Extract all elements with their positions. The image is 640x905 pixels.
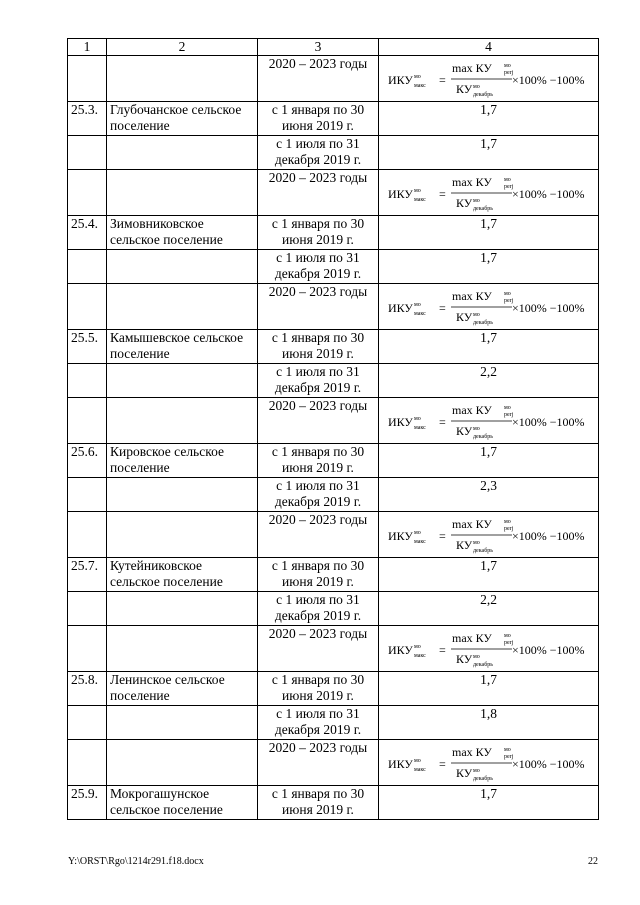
- formula-num-sup: мо: [504, 63, 511, 69]
- period-cell: 2020 – 2023 годы: [258, 56, 379, 102]
- settlement-name: Кутейниковское сельское поселение: [107, 558, 258, 592]
- settlement-name: [107, 626, 258, 672]
- row-number: 25.4.: [68, 216, 107, 250]
- period-cell: с 1 июля по 31 декабря 2019 г.: [258, 478, 379, 512]
- row-number: [68, 56, 107, 102]
- period-cell: с 1 января по 30 июня 2019 г.: [258, 558, 379, 592]
- formula-cell: [379, 512, 599, 558]
- formula-den-sup: мо: [473, 540, 480, 546]
- formula-den-sup: мо: [473, 768, 480, 774]
- row-number: [68, 136, 107, 170]
- formula-den-sup: мо: [473, 312, 480, 318]
- settlement-name: Мокрогашунское сельское поселение: [107, 786, 258, 820]
- formula-denominator: КУ: [456, 538, 473, 552]
- value-cell: 2,3: [379, 478, 599, 512]
- row-number: 25.6.: [68, 444, 107, 478]
- iku-formula: [386, 630, 596, 668]
- formula-tail: ×100% −100%: [512, 643, 585, 657]
- formula-wrap: [382, 284, 595, 329]
- value-cell: 1,8: [379, 706, 599, 740]
- formula-wrap: [382, 56, 595, 101]
- period-cell: с 1 января по 30 июня 2019 г.: [258, 216, 379, 250]
- settlement-name: Ленинское сельское поселение: [107, 672, 258, 706]
- formula-den-sub: декабрь: [473, 662, 493, 668]
- formula-numerator: max КУ: [452, 631, 492, 645]
- header-col-2: 2: [107, 39, 258, 56]
- formula-lhs-sub: макс: [414, 539, 426, 545]
- table-row: [68, 592, 599, 626]
- period-cell: с 1 июля по 31 декабря 2019 г.: [258, 706, 379, 740]
- formula-num-sub: реrj: [504, 754, 514, 760]
- period-cell: с 1 июля по 31 декабря 2019 г.: [258, 364, 379, 398]
- formula-lhs-sup: мо: [414, 416, 421, 422]
- formula-tail: ×100% −100%: [512, 73, 585, 87]
- formula-den-sup: мо: [473, 654, 480, 660]
- value-cell: 1,7: [379, 672, 599, 706]
- table-row: [68, 102, 599, 136]
- table-row: [68, 626, 599, 672]
- formula-lhs-sup: мо: [414, 530, 421, 536]
- value-cell: 1,7: [379, 216, 599, 250]
- value-cell: 1,7: [379, 102, 599, 136]
- period-cell: с 1 января по 30 июня 2019 г.: [258, 330, 379, 364]
- formula-denominator: КУ: [456, 652, 473, 666]
- formula-lhs-sup: мо: [414, 74, 421, 80]
- formula-lhs: ИКУ: [388, 529, 413, 543]
- iku-formula: [386, 60, 596, 98]
- formula-lhs-sub: макс: [414, 653, 426, 659]
- table-row: [68, 330, 599, 364]
- formula-num-sup: мо: [504, 633, 511, 639]
- formula-num-sub: реrj: [504, 640, 514, 646]
- formula-num-sub: реrj: [504, 184, 514, 190]
- row-number: [68, 512, 107, 558]
- value-cell: 1,7: [379, 330, 599, 364]
- formula-numerator: max КУ: [452, 289, 492, 303]
- formula-tail: ×100% −100%: [512, 187, 585, 201]
- value-cell: 1,7: [379, 250, 599, 284]
- formula-num-sub: реrj: [504, 526, 514, 532]
- period-cell: 2020 – 2023 годы: [258, 170, 379, 216]
- iku-formula: [386, 516, 596, 554]
- formula-denominator: КУ: [456, 766, 473, 780]
- formula-den-sup: мо: [473, 84, 480, 90]
- period-cell: 2020 – 2023 годы: [258, 626, 379, 672]
- formula-numerator: max КУ: [452, 61, 492, 75]
- formula-denominator: КУ: [456, 196, 473, 210]
- table-row: [68, 250, 599, 284]
- table-row: [68, 740, 599, 786]
- settlement-name: Зимовниковское сельское поселение: [107, 216, 258, 250]
- table-row: [68, 512, 599, 558]
- value-cell: 1,7: [379, 786, 599, 820]
- formula-numerator: max КУ: [452, 175, 492, 189]
- period-cell: 2020 – 2023 годы: [258, 284, 379, 330]
- formula-wrap: [382, 512, 595, 557]
- formula-den-sub: декабрь: [473, 92, 493, 98]
- formula-den-sup: мо: [473, 198, 480, 204]
- formula-tail: ×100% −100%: [512, 415, 585, 429]
- formula-equals: =: [439, 73, 446, 87]
- period-cell: 2020 – 2023 годы: [258, 398, 379, 444]
- formula-lhs: ИКУ: [388, 757, 413, 771]
- period-cell: с 1 января по 30 июня 2019 г.: [258, 444, 379, 478]
- settlement-name: [107, 284, 258, 330]
- period-cell: с 1 июля по 31 декабря 2019 г.: [258, 592, 379, 626]
- table-row: [68, 398, 599, 444]
- period-cell: с 1 января по 30 июня 2019 г.: [258, 102, 379, 136]
- formula-lhs-sub: макс: [414, 425, 426, 431]
- period-cell: с 1 января по 30 июня 2019 г.: [258, 672, 379, 706]
- formula-equals: =: [439, 757, 446, 771]
- formula-denominator: КУ: [456, 424, 473, 438]
- table-body: [68, 39, 599, 820]
- formula-equals: =: [439, 301, 446, 315]
- formula-lhs-sup: мо: [414, 644, 421, 650]
- formula-num-sup: мо: [504, 747, 511, 753]
- formula-numerator: max КУ: [452, 517, 492, 531]
- value-cell: 1,7: [379, 136, 599, 170]
- formula-lhs-sub: макс: [414, 197, 426, 203]
- settlement-name: [107, 170, 258, 216]
- formula-lhs-sub: макс: [414, 767, 426, 773]
- formula-tail: ×100% −100%: [512, 529, 585, 543]
- table-row: [68, 216, 599, 250]
- formula-lhs-sub: макс: [414, 311, 426, 317]
- settlement-name: [107, 478, 258, 512]
- formula-num-sub: реrj: [504, 412, 514, 418]
- header-col-3: 3: [258, 39, 379, 56]
- table-row: [68, 136, 599, 170]
- formula-den-sub: декабрь: [473, 434, 493, 440]
- value-cell: 2,2: [379, 364, 599, 398]
- settlement-name: [107, 250, 258, 284]
- formula-lhs-sup: мо: [414, 758, 421, 764]
- value-cell: 1,7: [379, 444, 599, 478]
- table-row: [68, 558, 599, 592]
- formula-equals: =: [439, 415, 446, 429]
- formula-lhs-sup: мо: [414, 302, 421, 308]
- formula-denominator: КУ: [456, 82, 473, 96]
- settlement-name: [107, 592, 258, 626]
- footer-page-number: 22: [588, 856, 598, 867]
- settlement-name: [107, 512, 258, 558]
- formula-den-sub: декабрь: [473, 776, 493, 782]
- period-cell: с 1 января по 30 июня 2019 г.: [258, 786, 379, 820]
- table-row: [68, 478, 599, 512]
- iku-formula: [386, 288, 596, 326]
- formula-num-sub: реrj: [504, 298, 514, 304]
- formula-lhs: ИКУ: [388, 415, 413, 429]
- formula-numerator: max КУ: [452, 745, 492, 759]
- formula-numerator: max КУ: [452, 403, 492, 417]
- formula-lhs: ИКУ: [388, 73, 413, 87]
- table-row: [68, 706, 599, 740]
- table-row: [68, 444, 599, 478]
- settlement-name: [107, 136, 258, 170]
- formula-den-sub: декабрь: [473, 320, 493, 326]
- formula-num-sup: мо: [504, 405, 511, 411]
- formula-cell: [379, 626, 599, 672]
- table-row: [68, 672, 599, 706]
- formula-wrap: [382, 170, 595, 215]
- row-number: [68, 592, 107, 626]
- value-cell: 1,7: [379, 558, 599, 592]
- row-number: [68, 706, 107, 740]
- tariff-table: [67, 38, 599, 820]
- row-number: [68, 284, 107, 330]
- row-number: [68, 626, 107, 672]
- row-number: 25.7.: [68, 558, 107, 592]
- period-cell: с 1 июля по 31 декабря 2019 г.: [258, 250, 379, 284]
- formula-lhs: ИКУ: [388, 643, 413, 657]
- table-row: [68, 284, 599, 330]
- settlement-name: [107, 56, 258, 102]
- row-number: 25.3.: [68, 102, 107, 136]
- formula-cell: [379, 740, 599, 786]
- settlement-name: Кировское сельское поселение: [107, 444, 258, 478]
- formula-wrap: [382, 398, 595, 443]
- formula-num-sup: мо: [504, 177, 511, 183]
- formula-cell: [379, 284, 599, 330]
- formula-wrap: [382, 626, 595, 671]
- formula-cell: [379, 56, 599, 102]
- row-number: [68, 170, 107, 216]
- row-number: [68, 478, 107, 512]
- settlement-name: [107, 398, 258, 444]
- row-number: 25.9.: [68, 786, 107, 820]
- formula-lhs-sup: мо: [414, 188, 421, 194]
- formula-cell: [379, 170, 599, 216]
- row-number: 25.8.: [68, 672, 107, 706]
- period-cell: с 1 июля по 31 декабря 2019 г.: [258, 136, 379, 170]
- formula-lhs: ИКУ: [388, 301, 413, 315]
- settlement-name: Камышевское сельское поселение: [107, 330, 258, 364]
- table-row: [68, 170, 599, 216]
- row-number: [68, 398, 107, 444]
- row-number: [68, 364, 107, 398]
- settlement-name: [107, 364, 258, 398]
- formula-tail: ×100% −100%: [512, 757, 585, 771]
- table-row: [68, 56, 599, 102]
- table-row: [68, 786, 599, 820]
- formula-den-sub: декабрь: [473, 548, 493, 554]
- formula-lhs-sub: макс: [414, 83, 426, 89]
- value-cell: 2,2: [379, 592, 599, 626]
- formula-den-sub: декабрь: [473, 206, 493, 212]
- row-number: 25.5.: [68, 330, 107, 364]
- formula-lhs: ИКУ: [388, 187, 413, 201]
- footer-file-path: Y:\ORST\Rgo\1214r291.f18.docx: [68, 856, 204, 867]
- iku-formula: [386, 744, 596, 782]
- row-number: [68, 740, 107, 786]
- formula-den-sup: мо: [473, 426, 480, 432]
- formula-tail: ×100% −100%: [512, 301, 585, 315]
- formula-equals: =: [439, 643, 446, 657]
- settlement-name: [107, 706, 258, 740]
- formula-num-sub: реrj: [504, 70, 514, 76]
- settlement-name: Глубочанское сельское поселение: [107, 102, 258, 136]
- iku-formula: [386, 402, 596, 440]
- table-row: [68, 364, 599, 398]
- period-cell: 2020 – 2023 годы: [258, 740, 379, 786]
- row-number: [68, 250, 107, 284]
- iku-formula: [386, 174, 596, 212]
- header-col-1: 1: [68, 39, 107, 56]
- formula-cell: [379, 398, 599, 444]
- period-cell: 2020 – 2023 годы: [258, 512, 379, 558]
- settlement-name: [107, 740, 258, 786]
- formula-num-sup: мо: [504, 291, 511, 297]
- formula-denominator: КУ: [456, 310, 473, 324]
- formula-equals: =: [439, 529, 446, 543]
- formula-num-sup: мо: [504, 519, 511, 525]
- header-row: [68, 39, 599, 56]
- formula-equals: =: [439, 187, 446, 201]
- formula-wrap: [382, 740, 595, 785]
- header-col-4: 4: [379, 39, 599, 56]
